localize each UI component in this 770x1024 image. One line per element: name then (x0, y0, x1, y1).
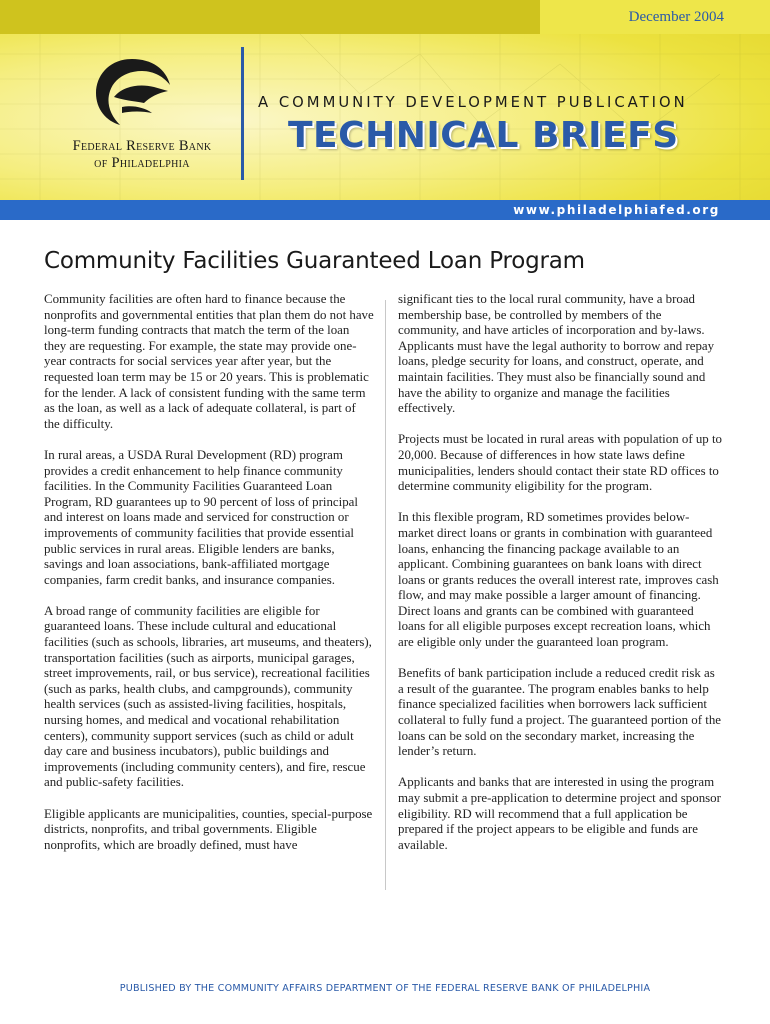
paragraph: Projects must be located in rural areas with population of up to 20,000. Because of differences in how state laws define municipalities, lenders should contact their state RD offices to determine community eligibility for the program. (398, 432, 722, 494)
organization-name (68, 138, 216, 172)
url-bar (0, 200, 770, 220)
org-name-line2: of Philadelphia (94, 155, 190, 171)
left-column (44, 292, 374, 869)
publisher-footer: PUBLISHED BY THE COMMUNITY AFFAIRS DEPARTMENT OF THE FEDERAL RESERVE BANK OF PHILADELPHIA (119, 983, 651, 994)
masthead-title: TECHNICAL BRIEFS (288, 115, 679, 156)
right-column (398, 292, 722, 869)
publication-kicker: A COMMUNITY DEVELOPMENT PUBLICATION (258, 94, 688, 111)
org-name-line1: Federal Reserve Bank (72, 138, 212, 154)
article-title: Community Facilities Guaranteed Loan Program (44, 248, 585, 274)
paragraph: Applicants and banks that are interested in using the program may submit a pre-application to determine project and sponsor eligibility. RD will recommend that a full application be prepared if the project appears to be eligible and funds are available. (398, 775, 721, 852)
paragraph: In rural areas, a USDA Rural Development (RD) program provides a credit enhancement to help finance community facilities. In the Community Facilities Guaranteed Loan Program, RD guarantees up to 90 percent of loss of principal and interest on loans made and serviced for construction or improvements of community facilities that provide essential public services in rural areas. Eligible lenders are banks, savings and loan associations, bank-affiliated mortgage companies, farm credit banks, and insurance companies. (44, 447, 358, 587)
masthead-band (0, 0, 770, 200)
website-link[interactable]: www.philadelphiafed.org (513, 203, 720, 217)
paragraph: significant ties to the local rural community, have a broad membership base, be controlled by members of the community, and have articles of incorporation and by-laws. Applicants must have the legal authority to borrow and repay loans, pledge security for loans, and construct, operate, and maintain facilities. They must also be financially sound and have the ability to organize and manage the facilities effectively. (398, 292, 715, 416)
issue-date: December 2004 (540, 0, 770, 34)
paragraph: In this flexible program, RD sometimes provides below-market direct loans or grants in combination with guaranteed loans, enhancing the financing package available to an applicant. Combining guarantees on bank loans with direct loans or grants reduces the overall interest rate, improves cash flow, and may make possible a larger amount of financing. Direct loans and grants can be combined with guaranteed loans for all eligible purposes except recreation loans, which are eligible only under the guaranteed loan program. (398, 510, 719, 650)
vertical-divider (241, 47, 244, 180)
eagle-logo-icon (92, 57, 172, 127)
column-divider (385, 300, 386, 890)
paragraph: Eligible applicants are municipalities, counties, special-purpose districts, nonprofits, and tribal governments. Eligible nonprofits, which are broadly defined, must have (44, 806, 373, 852)
paragraph: Community facilities are often hard to finance because the nonprofits and governmental entities that plan them do not have long-term funding contracts that match the term of the loan they are requesting. For example, the state may provide one-year contracts for social services year after year, but the requested loan term may be 15 or 20 years. This is problematic for the lender. A lack of consistent funding with the same term as the loan, as well as a lack of adequate collateral, is part of the difficulty. (44, 292, 374, 431)
paragraph: A broad range of community facilities are eligible for guaranteed loans. These include cultural and educational facilities (such as schools, libraries, art museums, and theaters), transportation facilities (such as airports, municipal garages, street improvements, rail, or bus service), recreational facilities (such as parks, health clubs, and campgrounds), community health services (such as assisted-living facilities, hospitals, nursing homes, and medical and vocational rehabilitation centers), community support services (such as child or adult day care and business incubators), public buildings and improvements (including community centers), and fire, rescue and public-safety facilities. (44, 603, 372, 790)
paragraph: Benefits of bank participation include a reduced credit risk as a result of the guarantee. The program enables banks to help finance specialized facilities when borrowers lack sufficient collateral to fully fund a project. The guaranteed portion of the loans can be sold on the secondary market, increasing the lender’s return. (398, 666, 721, 759)
